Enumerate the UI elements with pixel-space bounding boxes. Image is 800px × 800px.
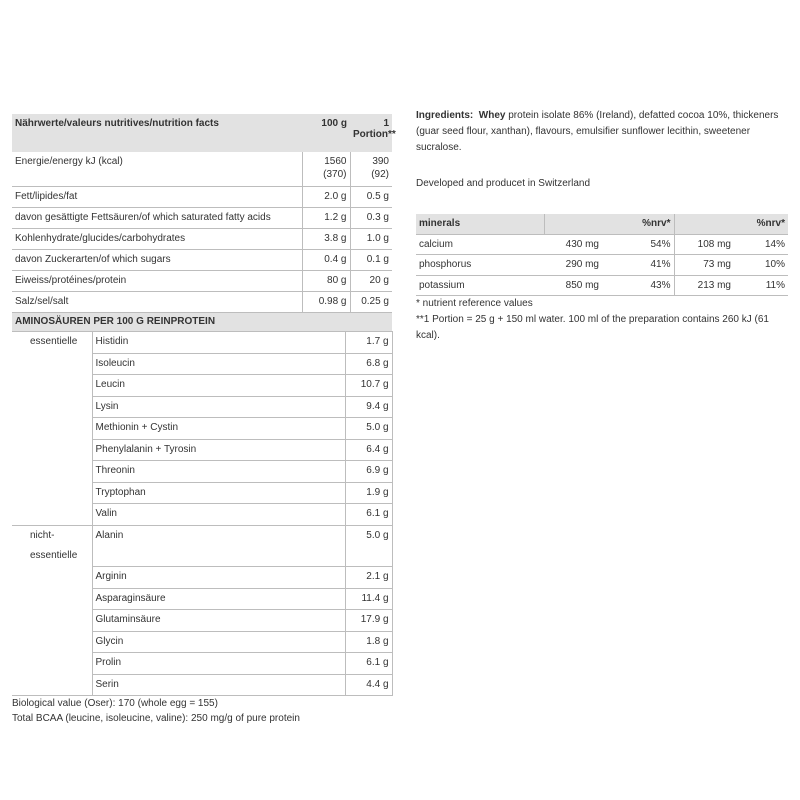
amino-acid-value: 5.0 g [345,418,392,440]
amino-acid-name: Phenylalanin + Tyrosin [92,439,345,461]
nutrition-header-label: Nährwerte/valeurs nutritives/nutrition facts [12,114,302,152]
mineral-row [416,255,788,276]
mineral-value-100g: 290 mg [544,255,602,276]
right-column [416,108,788,344]
mineral-value-portion: 108 mg [674,234,734,255]
amino-group-label: nicht-essentielle [30,529,78,561]
mineral-row [416,234,788,255]
amino-acid-name: Methionin + Cystin [92,418,345,440]
amino-acid-name: Valin [92,504,345,526]
amino-acid-name: Prolin [92,653,345,675]
bcaa-note: Total BCAA (leucine, isoleucine, valine): 250 mg/g of pure protein [12,713,300,724]
amino-acid-value: 6.1 g [345,653,392,675]
nutrient-value-100g: 2.0 g [302,187,350,208]
minerals-header-label: minerals [416,214,544,234]
amino-acid-value: 11.4 g [345,588,392,610]
amino-acid-rows [12,332,392,696]
ingredients-label: Ingredients: [416,110,474,121]
nutrient-label: Eiweiss/protéines/protein [12,271,302,292]
ingredients-whey: Whey [478,110,506,121]
amino-acid-name: Alanin [92,525,345,567]
amino-acid-row [12,353,392,375]
amino-acid-name: Arginin [92,567,345,589]
nutrient-value-100g: 80 g [302,271,350,292]
amino-acid-row [12,588,392,610]
amino-acid-value: 6.9 g [345,461,392,483]
amino-acid-row [12,610,392,632]
ingredients-text [416,108,788,156]
amino-acid-name: Histidin [92,332,345,354]
amino-acid-name: Leucin [92,375,345,397]
nutrient-value-100g: 1560 (370) [302,152,350,187]
nutrient-label: Energie/energy kJ (kcal) [12,152,302,187]
nutrient-value-portion: 20 g [350,271,392,292]
amino-acid-name: Lysin [92,396,345,418]
amino-acid-row [12,653,392,675]
amino-acid-value: 17.9 g [345,610,392,632]
nrv-header-100g: %nrv* [602,214,674,234]
amino-acid-row [12,504,392,526]
amino-acid-row [12,418,392,440]
mineral-nrv-100g: 54% [602,234,674,255]
mineral-nrv-portion: 11% [734,275,788,296]
nutrient-value-portion: 0.5 g [350,187,392,208]
amino-acid-value: 10.7 g [345,375,392,397]
portion-footnote: **1 Portion = 25 g + 150 ml water. 100 ml of the preparation contains 260 kJ (61 kcal). [416,314,769,341]
amino-acid-name: Glutaminsäure [92,610,345,632]
amino-acid-table [12,313,393,696]
amino-acid-row [12,525,392,567]
mineral-value-portion: 73 mg [674,255,734,276]
amino-acid-name: Glycin [92,631,345,653]
nutrition-facts-panel [12,114,396,726]
nutrient-value-portion: 0.25 g [350,292,392,313]
mineral-nrv-100g: 41% [602,255,674,276]
nutrition-row [12,208,392,229]
amino-acid-value: 4.4 g [345,674,392,696]
amino-acid-row [12,332,392,354]
nutrient-label: Salz/sel/salt [12,292,302,313]
mineral-name: potassium [416,275,544,296]
nrv-header-portion: %nrv* [734,214,788,234]
amino-acid-value: 6.4 g [345,439,392,461]
amino-acid-name: Asparaginsäure [92,588,345,610]
amino-acid-row [12,482,392,504]
nutrient-value-portion: 0.1 g [350,250,392,271]
amino-acid-value: 6.8 g [345,353,392,375]
mineral-value-100g: 430 mg [544,234,602,255]
biological-value-note: Biological value (Oser): 170 (whole egg = 155) [12,698,218,709]
nutrient-value-portion: 390 (92) [350,152,392,187]
ingredients-list: protein isolate 86% (Ireland), defatted cocoa 10%, thickeners (guar seed flour, xanthan), flavours, emulsifier sunflower lecithin, sweetener sucralose. [416,110,779,153]
amino-acid-value: 6.1 g [345,504,392,526]
nutrient-value-100g: 0.4 g [302,250,350,271]
mineral-value-portion: 213 mg [674,275,734,296]
mineral-name: calcium [416,234,544,255]
amino-acid-row [12,439,392,461]
nutrient-label: Fett/lipides/fat [12,187,302,208]
origin-note: Developed and producet in Switzerland [416,178,590,189]
nutrition-header-row [12,114,392,152]
nutrient-value-100g: 0.98 g [302,292,350,313]
amino-acid-row [12,631,392,653]
nutrient-value-portion: 0.3 g [350,208,392,229]
nutrition-row [12,229,392,250]
nutrition-table [12,114,396,313]
header-100g: 100 g [302,114,350,152]
amino-acid-header: AMINOSÄUREN PER 100 G REINPROTEIN [12,313,392,332]
amino-acid-row [12,396,392,418]
mineral-nrv-portion: 14% [734,234,788,255]
nutrient-label: Kohlenhydrate/glucides/carbohydrates [12,229,302,250]
minerals-table [416,214,788,296]
nutrition-row [12,250,392,271]
mineral-row [416,275,788,296]
nutrient-label: davon gesättigte Fettsäuren/of which saturated fatty acids [12,208,302,229]
nutrition-row [12,292,392,313]
amino-acid-name: Serin [92,674,345,696]
mineral-value-100g: 850 mg [544,275,602,296]
amino-acid-row [12,674,392,696]
amino-acid-name: Tryptophan [92,482,345,504]
amino-acid-value: 1.7 g [345,332,392,354]
nutrient-label: davon Zuckerarten/of which sugars [12,250,302,271]
minerals-header-row [416,214,788,234]
amino-acid-header-row [12,313,392,332]
amino-group-label: essentielle [30,336,78,347]
amino-acid-name: Isoleucin [92,353,345,375]
mineral-name: phosphorus [416,255,544,276]
amino-acid-name: Threonin [92,461,345,483]
nrv-footnote: * nutrient reference values [416,298,533,309]
nutrition-row [12,187,392,208]
mineral-nrv-100g: 43% [602,275,674,296]
amino-acid-row [12,461,392,483]
nutrient-value-portion: 1.0 g [350,229,392,250]
amino-acid-value: 9.4 g [345,396,392,418]
nutrient-value-100g: 1.2 g [302,208,350,229]
header-portion: 1 Portion** [350,114,392,152]
amino-acid-value: 1.9 g [345,482,392,504]
amino-acid-value: 1.8 g [345,631,392,653]
amino-acid-row [12,375,392,397]
amino-acid-value: 5.0 g [345,525,392,567]
amino-acid-row [12,567,392,589]
amino-acid-value: 2.1 g [345,567,392,589]
nutrition-row [12,271,392,292]
nutrient-value-100g: 3.8 g [302,229,350,250]
mineral-nrv-portion: 10% [734,255,788,276]
nutrition-row-energy [12,152,392,187]
